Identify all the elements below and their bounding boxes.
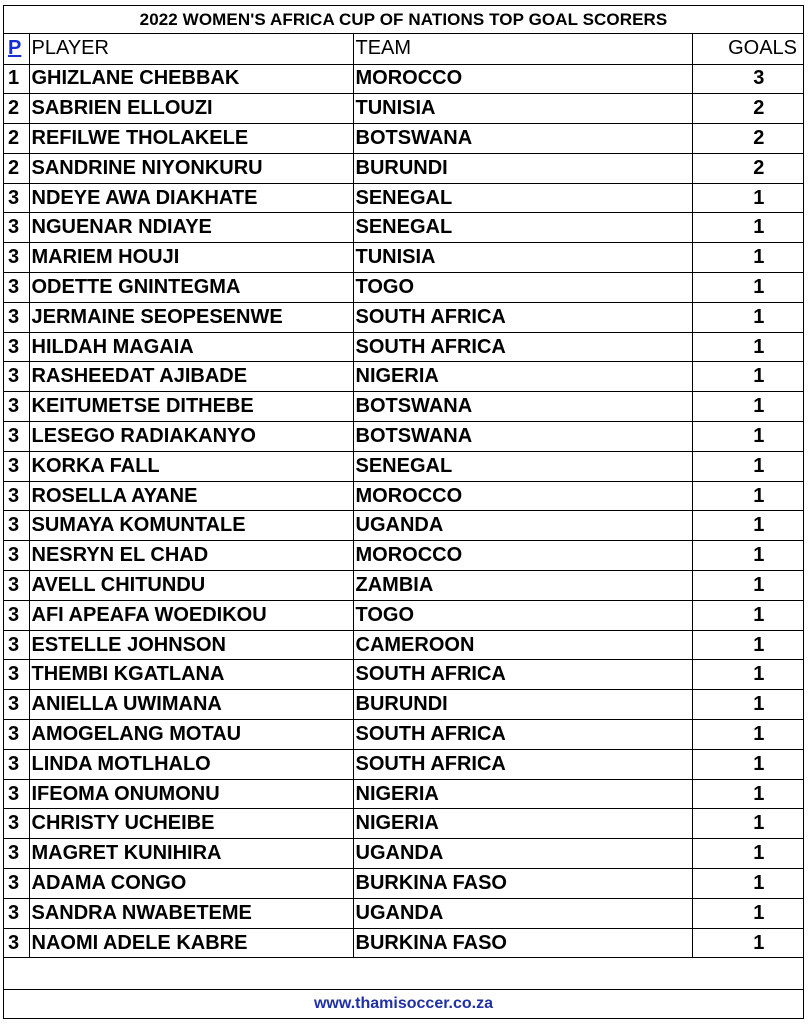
position-cell: 3: [4, 898, 29, 928]
position-cell: 3: [4, 630, 29, 660]
team-cell: TUNISIA: [353, 94, 692, 124]
team-cell: SENEGAL: [353, 183, 692, 213]
team-cell: TOGO: [353, 600, 692, 630]
position-cell: 3: [4, 749, 29, 779]
position-cell: 3: [4, 511, 29, 541]
team-cell: SOUTH AFRICA: [353, 720, 692, 750]
team-cell: TUNISIA: [353, 243, 692, 273]
player-name-cell: MARIEM HOUJI: [29, 243, 353, 273]
table-row: [4, 600, 803, 630]
position-cell: 3: [4, 243, 29, 273]
goals-cell: 1: [692, 243, 803, 273]
team-cell: TOGO: [353, 273, 692, 303]
team-cell: BURKINA FASO: [353, 928, 692, 958]
team-cell: UGANDA: [353, 511, 692, 541]
player-name-cell: SANDRA NWABETEME: [29, 898, 353, 928]
team-cell: SOUTH AFRICA: [353, 302, 692, 332]
goals-cell: 1: [692, 273, 803, 303]
goals-cell: 1: [692, 839, 803, 869]
player-name-cell: NAOMI ADELE KABRE: [29, 928, 353, 958]
team-cell: NIGERIA: [353, 779, 692, 809]
player-name-cell: SUMAYA KOMUNTALE: [29, 511, 353, 541]
player-name-cell: THEMBI KGATLANA: [29, 660, 353, 690]
goals-cell: 1: [692, 690, 803, 720]
position-cell: 3: [4, 690, 29, 720]
goals-cell: 1: [692, 302, 803, 332]
goals-cell: 1: [692, 571, 803, 601]
position-cell: 3: [4, 928, 29, 958]
goals-cell: 1: [692, 898, 803, 928]
table-title: 2022 WOMEN'S AFRICA CUP OF NATIONS TOP GOAL SCORERS: [4, 6, 803, 34]
goals-cell: 1: [692, 600, 803, 630]
table-row: [4, 94, 803, 124]
table-row: [4, 183, 803, 213]
table-row: [4, 153, 803, 183]
player-name-cell: LINDA MOTLHALO: [29, 749, 353, 779]
team-cell: BURUNDI: [353, 690, 692, 720]
player-name-cell: RASHEEDAT AJIBADE: [29, 362, 353, 392]
team-cell: BOTSWANA: [353, 392, 692, 422]
team-cell: MOROCCO: [353, 64, 692, 94]
team-cell: MOROCCO: [353, 541, 692, 571]
goals-cell: 1: [692, 392, 803, 422]
goals-cell: 1: [692, 749, 803, 779]
player-name-cell: CHRISTY UCHEIBE: [29, 809, 353, 839]
table-row: [4, 422, 803, 452]
team-cell: UGANDA: [353, 839, 692, 869]
scorers-table: [4, 34, 803, 958]
table-row: [4, 451, 803, 481]
table-row: [4, 660, 803, 690]
table-row: [4, 481, 803, 511]
team-cell: BURKINA FASO: [353, 869, 692, 899]
table-row: [4, 302, 803, 332]
table-row: [4, 362, 803, 392]
player-name-cell: ANIELLA UWIMANA: [29, 690, 353, 720]
goals-cell: 1: [692, 928, 803, 958]
player-name-cell: IFEOMA ONUMONU: [29, 779, 353, 809]
goals-cell: 1: [692, 422, 803, 452]
position-cell: 3: [4, 362, 29, 392]
goals-cell: 1: [692, 630, 803, 660]
goals-cell: 1: [692, 869, 803, 899]
goals-cell: 1: [692, 660, 803, 690]
position-cell: 3: [4, 392, 29, 422]
position-cell: 3: [4, 273, 29, 303]
scorers-sheet: [3, 5, 804, 1019]
table-row: [4, 809, 803, 839]
table-row: [4, 213, 803, 243]
position-cell: 3: [4, 571, 29, 601]
goals-column-header: GOALS: [692, 34, 803, 64]
player-name-cell: NDEYE AWA DIAKHATE: [29, 183, 353, 213]
position-cell: 3: [4, 302, 29, 332]
position-cell: 3: [4, 839, 29, 869]
table-row: [4, 720, 803, 750]
team-cell: BOTSWANA: [353, 422, 692, 452]
team-cell: BOTSWANA: [353, 124, 692, 154]
player-name-cell: AVELL CHITUNDU: [29, 571, 353, 601]
team-cell: UGANDA: [353, 898, 692, 928]
table-row: [4, 392, 803, 422]
goals-cell: 2: [692, 124, 803, 154]
position-cell: 2: [4, 94, 29, 124]
table-row: [4, 749, 803, 779]
goals-cell: 3: [692, 64, 803, 94]
footer-website: www.thamisoccer.co.za: [4, 989, 803, 1018]
table-row: [4, 898, 803, 928]
goals-cell: 1: [692, 451, 803, 481]
player-name-cell: NGUENAR NDIAYE: [29, 213, 353, 243]
player-name-cell: ROSELLA AYANE: [29, 481, 353, 511]
team-cell: MOROCCO: [353, 481, 692, 511]
team-cell: SOUTH AFRICA: [353, 660, 692, 690]
table-row: [4, 839, 803, 869]
player-name-cell: ODETTE GNINTEGMA: [29, 273, 353, 303]
player-name-cell: HILDAH MAGAIA: [29, 332, 353, 362]
table-row: [4, 541, 803, 571]
position-cell: 3: [4, 332, 29, 362]
position-cell: 3: [4, 720, 29, 750]
position-cell: 3: [4, 451, 29, 481]
table-row: [4, 779, 803, 809]
table-row: [4, 630, 803, 660]
player-name-cell: LESEGO RADIAKANYO: [29, 422, 353, 452]
team-cell: NIGERIA: [353, 362, 692, 392]
goals-cell: 1: [692, 720, 803, 750]
player-name-cell: AMOGELANG MOTAU: [29, 720, 353, 750]
table-row: [4, 511, 803, 541]
team-cell: ZAMBIA: [353, 571, 692, 601]
goals-cell: 1: [692, 779, 803, 809]
player-name-cell: JERMAINE SEOPESENWE: [29, 302, 353, 332]
team-cell: SOUTH AFRICA: [353, 749, 692, 779]
player-name-cell: NESRYN EL CHAD: [29, 541, 353, 571]
player-name-cell: AFI APEAFA WOEDIKOU: [29, 600, 353, 630]
position-cell: 3: [4, 809, 29, 839]
goals-cell: 1: [692, 183, 803, 213]
position-column-header-link[interactable]: P: [4, 34, 29, 64]
goals-cell: 1: [692, 332, 803, 362]
table-row: [4, 928, 803, 958]
position-cell: 1: [4, 64, 29, 94]
position-cell: 3: [4, 213, 29, 243]
table-row: [4, 124, 803, 154]
position-cell: 3: [4, 779, 29, 809]
table-row: [4, 869, 803, 899]
table-row: [4, 64, 803, 94]
table-row: [4, 243, 803, 273]
player-name-cell: ESTELLE JOHNSON: [29, 630, 353, 660]
position-cell: 2: [4, 153, 29, 183]
player-name-cell: GHIZLANE CHEBBAK: [29, 64, 353, 94]
goals-cell: 1: [692, 511, 803, 541]
player-name-cell: MAGRET KUNIHIRA: [29, 839, 353, 869]
goals-cell: 1: [692, 809, 803, 839]
team-cell: SENEGAL: [353, 213, 692, 243]
position-cell: 3: [4, 869, 29, 899]
table-row: [4, 332, 803, 362]
table-row: [4, 571, 803, 601]
header-row: [4, 34, 803, 64]
team-cell: SOUTH AFRICA: [353, 332, 692, 362]
table-row: [4, 690, 803, 720]
goals-cell: 2: [692, 153, 803, 183]
position-cell: 3: [4, 183, 29, 213]
goals-cell: 1: [692, 481, 803, 511]
goals-cell: 1: [692, 362, 803, 392]
position-cell: 3: [4, 600, 29, 630]
team-cell: CAMEROON: [353, 630, 692, 660]
goals-cell: 2: [692, 94, 803, 124]
position-cell: 3: [4, 660, 29, 690]
position-cell: 3: [4, 422, 29, 452]
player-name-cell: SANDRINE NIYONKURU: [29, 153, 353, 183]
goals-cell: 1: [692, 541, 803, 571]
player-name-cell: KORKA FALL: [29, 451, 353, 481]
team-column-header: TEAM: [353, 34, 692, 64]
player-name-cell: REFILWE THOLAKELE: [29, 124, 353, 154]
player-name-cell: SABRIEN ELLOUZI: [29, 94, 353, 124]
table-row: [4, 273, 803, 303]
player-name-cell: KEITUMETSE DITHEBE: [29, 392, 353, 422]
team-cell: NIGERIA: [353, 809, 692, 839]
position-cell: 3: [4, 541, 29, 571]
position-cell: 2: [4, 124, 29, 154]
goals-cell: 1: [692, 213, 803, 243]
team-cell: BURUNDI: [353, 153, 692, 183]
team-cell: SENEGAL: [353, 451, 692, 481]
player-name-cell: ADAMA CONGO: [29, 869, 353, 899]
position-cell: 3: [4, 481, 29, 511]
player-column-header: PLAYER: [29, 34, 353, 64]
